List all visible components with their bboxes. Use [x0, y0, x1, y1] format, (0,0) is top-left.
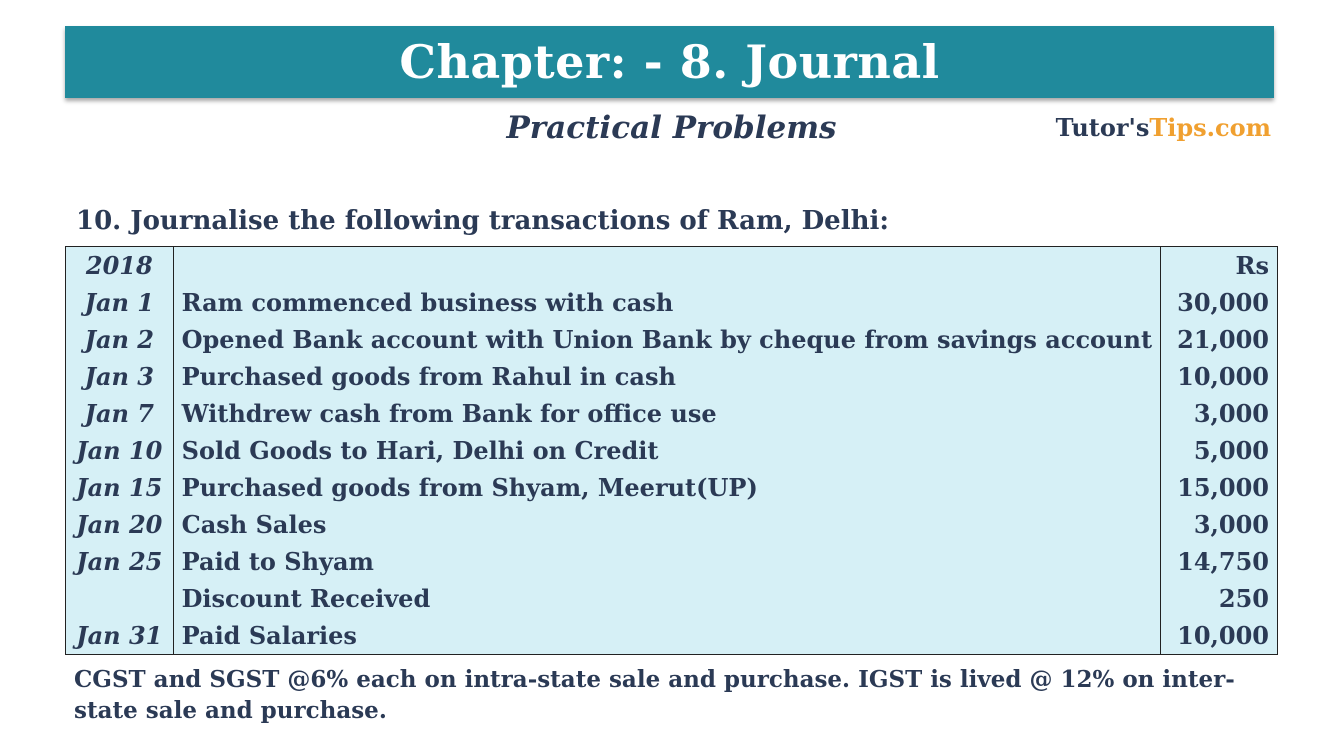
description-cell: Paid Salaries: [181, 621, 357, 650]
description-cell: Ram commenced business with cash: [181, 288, 674, 317]
amount-cell: 10,000: [1161, 358, 1278, 395]
table-row: [66, 580, 1278, 617]
description-cell: Opened Bank account with Union Bank by cheque from savings account: [181, 325, 1153, 354]
currency-header-cell: Rs: [1161, 247, 1278, 285]
date-cell: Jan 1: [66, 284, 174, 321]
brand-logo-part1: Tutor's: [1055, 113, 1150, 142]
chapter-banner: [65, 26, 1274, 98]
date-cell: Jan 10: [66, 432, 174, 469]
table-header-row: [66, 247, 1278, 285]
year-cell: 2018: [66, 247, 174, 285]
table-row: [66, 358, 1278, 395]
table-row: [66, 543, 1278, 580]
table-row: [66, 321, 1278, 358]
date-cell: Jan 25: [66, 543, 174, 580]
chapter-title: Chapter: - 8. Journal: [399, 35, 940, 89]
amount-cell: 10,000: [1161, 617, 1278, 655]
amount-cell: 3,000: [1161, 395, 1278, 432]
description-header-cell: [173, 247, 1160, 285]
amount-cell: 30,000: [1161, 284, 1278, 321]
description-cell: Purchased goods from Shyam, Meerut(UP): [181, 473, 758, 502]
table-row: [66, 506, 1278, 543]
description-cell: Withdrew cash from Bank for office use: [181, 399, 717, 428]
date-cell: Jan 3: [66, 358, 174, 395]
table-row: [66, 617, 1278, 655]
date-cell: [66, 580, 174, 617]
subtitle: Practical Problems: [506, 110, 837, 146]
description-cell: Paid to Shyam: [181, 547, 374, 576]
date-cell: Jan 2: [66, 321, 174, 358]
brand-logo: [1056, 113, 1271, 142]
amount-cell: 250: [1161, 580, 1278, 617]
question-heading: 10. Journalise the following transactions of Ram, Delhi:: [76, 206, 889, 236]
description-cell: Purchased goods from Rahul in cash: [181, 362, 676, 391]
date-cell: Jan 31: [66, 617, 174, 655]
table-row: [66, 395, 1278, 432]
description-cell: Discount Received: [181, 584, 431, 613]
description-cell: Sold Goods to Hari, Delhi on Credit: [181, 436, 659, 465]
transactions-table: [65, 246, 1278, 655]
amount-cell: 5,000: [1161, 432, 1278, 469]
amount-cell: 3,000: [1161, 506, 1278, 543]
description-cell: Cash Sales: [181, 510, 327, 539]
table-row: [66, 284, 1278, 321]
brand-logo-part2: Tips.com: [1149, 113, 1271, 142]
amount-cell: 21,000: [1161, 321, 1278, 358]
date-cell: Jan 15: [66, 469, 174, 506]
amount-cell: 15,000: [1161, 469, 1278, 506]
table-row: [66, 469, 1278, 506]
amount-cell: 14,750: [1161, 543, 1278, 580]
table-row: [66, 432, 1278, 469]
date-cell: Jan 20: [66, 506, 174, 543]
tax-note: CGST and SGST @6% each on intra-state sale and purchase. IGST is lived @ 12% on inter-state sale and purchase.: [74, 666, 1235, 724]
date-cell: Jan 7: [66, 395, 174, 432]
